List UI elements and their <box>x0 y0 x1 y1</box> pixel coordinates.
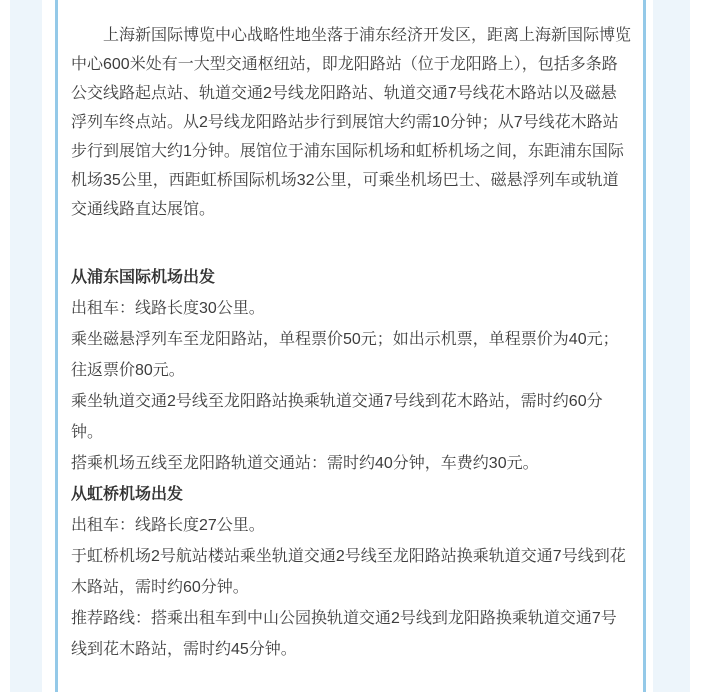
pudong-maglev-paragraph: 乘坐磁悬浮列车至龙阳路站，单程票价50元；如出示机票，单程票价为40元；往返票价80元。 <box>71 331 619 379</box>
section-heading-hongqiao-airport: 从虹桥机场出发 <box>71 486 184 503</box>
hongqiao-metro-paragraph: 于虹桥机场2号航站楼站乘坐轨道交通2号线至龙阳路站换乘轨道交通7号线到花木路站，需时约60分钟。 <box>71 548 626 596</box>
left-stripe-decoration <box>10 0 42 692</box>
intro-paragraph: 上海新国际博览中心战略性地坐落于浦东经济开发区，距离上海新国际博览中心600米处有一大型交通枢纽站，即龙阳路站（位于龙阳路上），包括多条路公交线路起点站、轨道交通2号线龙阳路站、轨道交通7号线花木路站以及磁悬浮列车终点站。从2号线龙阳路站步行到展馆大约需10分钟；从7号线花木路站步行到展馆大约1分钟。展馆位于浦东国际机场和虹桥机场之间，东距浦东国际机场35公里，西距虹桥国际机场32公里，可乘坐机场巴士、磁悬浮列车或轨道交通线路直达展馆。 <box>71 27 632 218</box>
pudong-taxi-paragraph: 出租车：线路长度30公里。 <box>71 300 265 317</box>
section-heading-pudong-airport: 从浦东国际机场出发 <box>71 269 216 286</box>
article-content <box>58 0 643 665</box>
hongqiao-recommended-route-paragraph: 推荐路线：搭乘出租车到中山公园换轨道交通2号线到龙阳路换乘轨道交通7号线到花木路站，需时约45分钟。 <box>71 610 617 658</box>
pudong-airport-bus-paragraph: 搭乘机场五线至龙阳路轨道交通站：需时约40分钟，车费约30元。 <box>71 455 539 472</box>
right-stripe-decoration <box>653 0 690 692</box>
right-border-line <box>643 0 646 692</box>
pudong-metro-paragraph: 乘坐轨道交通2号线至龙阳路站换乘轨道交通7号线到花木路站，需时约60分钟。 <box>71 393 603 441</box>
hongqiao-taxi-paragraph: 出租车：线路长度27公里。 <box>71 517 265 534</box>
